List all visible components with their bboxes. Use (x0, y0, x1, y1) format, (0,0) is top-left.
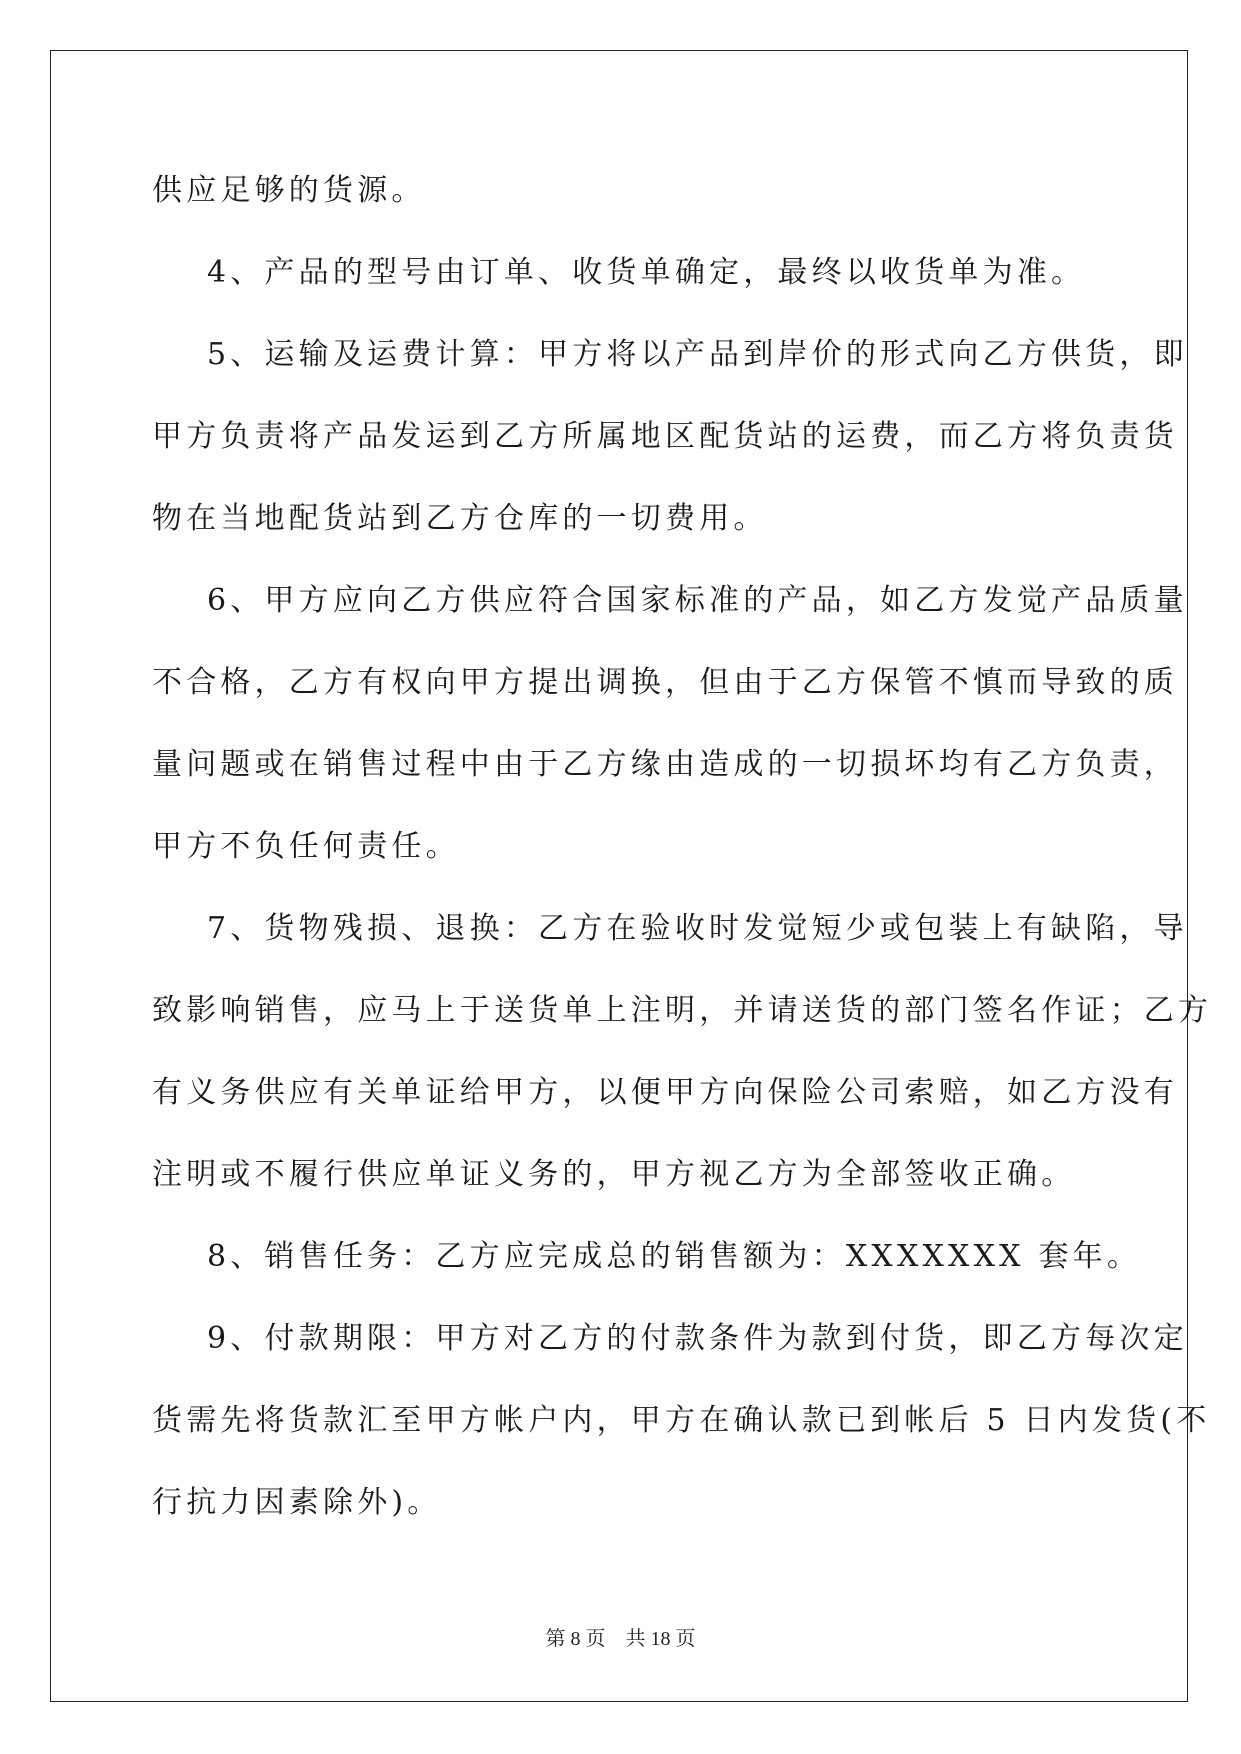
text-line: 不合格，乙方有权向甲方提出调换，但由于乙方保管不慎而导致的质 (152, 665, 1178, 700)
text-line: 5、运输及运费计算：甲方将以产品到岸价的形式向乙方供货，即 (152, 337, 1188, 372)
text-line: 物在当地配货站到乙方仓库的一切费用。 (152, 501, 768, 536)
text-line: 甲方不负任何责任。 (152, 829, 460, 864)
page-number-footer: 第 8 页 共 18 页 (545, 1628, 696, 1650)
text-line: 4、产品的型号由订单、收货单确定，最终以收货单为准。 (152, 255, 1086, 290)
text-line: 9、付款期限：甲方对乙方的付款条件为款到付货，即乙方每次定 (152, 1321, 1188, 1356)
text-line: 量问题或在销售过程中由于乙方缘由造成的一切损坏均有乙方负责， (152, 747, 1178, 782)
document-body (152, 150, 1213, 1544)
text-line: 有义务供应有关单证给甲方，以便甲方向保险公司索赔，如乙方没有 (152, 1075, 1178, 1110)
text-line: 6、甲方应向乙方供应符合国家标准的产品，如乙方发觉产品质量 (152, 583, 1188, 618)
text-line: 甲方负责将产品发运到乙方所属地区配货站的运费，而乙方将负责货 (152, 419, 1178, 454)
text-line: 7、货物残损、退换：乙方在验收时发觉短少或包装上有缺陷，导 (152, 911, 1188, 946)
text-line: 供应足够的货源。 (152, 173, 426, 208)
text-line: 致影响销售，应马上于送货单上注明，并请送货的部门签名作证；乙方 (152, 993, 1213, 1028)
text-line: 注明或不履行供应单证义务的，甲方视乙方为全部签收正确。 (152, 1157, 1076, 1192)
text-line: 行抗力因素除外)。 (152, 1485, 442, 1520)
text-line: 8、销售任务：乙方应完成总的销售额为：XXXXXXX 套年。 (152, 1239, 1142, 1274)
text-line: 货需先将货款汇至甲方帐户内，甲方在确认款已到帐后 5 日内发货(不 (152, 1403, 1211, 1438)
